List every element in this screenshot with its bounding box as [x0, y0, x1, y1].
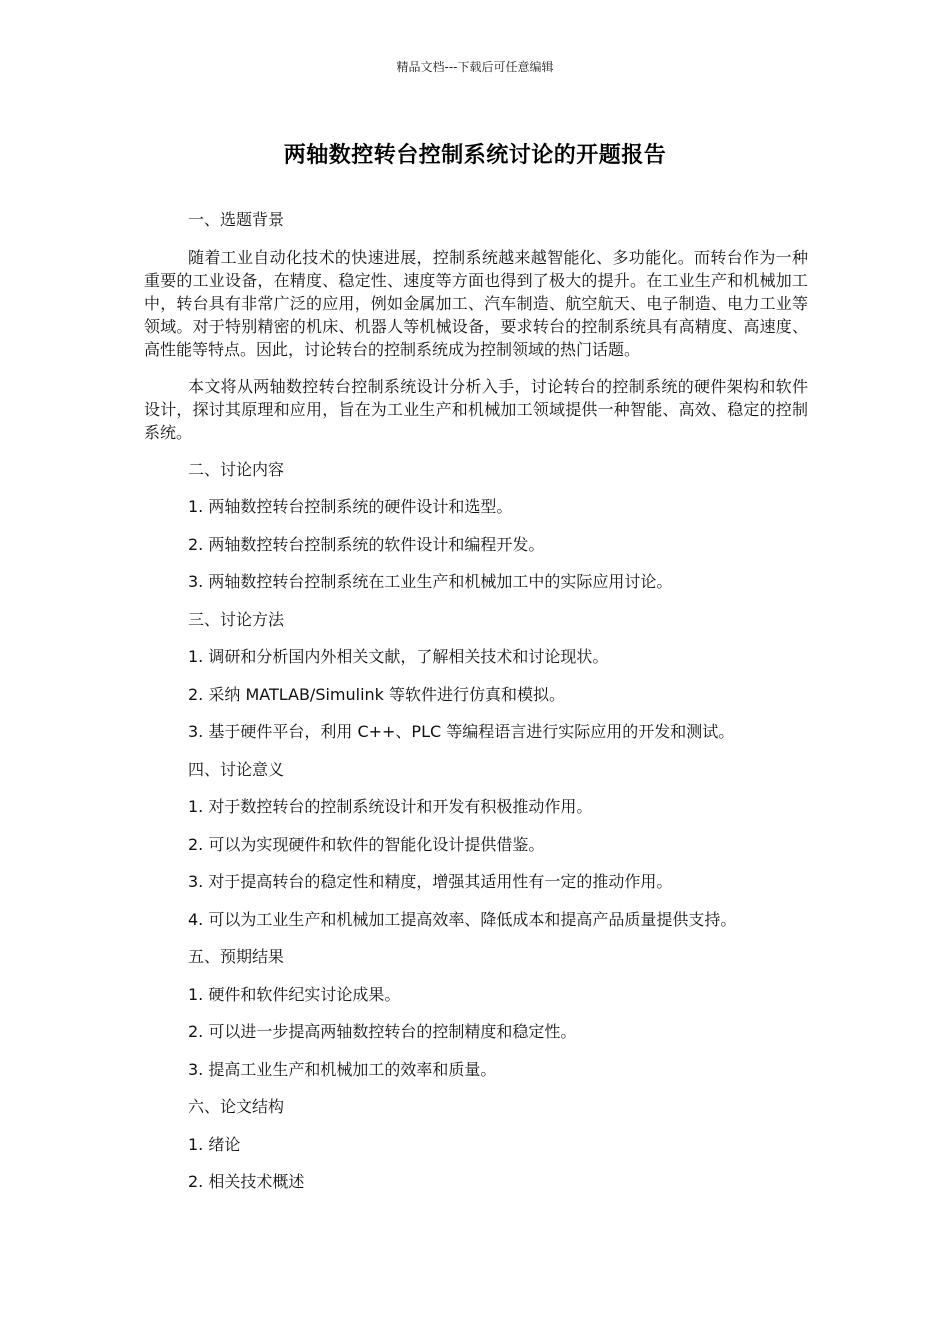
- list-item: 2. 采纳 MATLAB/Simulink 等软件进行仿真和模拟。: [188, 684, 566, 704]
- body-paragraph: 本文将从两轴数控转台控制系统设计分析入手，讨论转台的控制系统的硬件架构和软件设计，探讨其原理和应用，旨在为工业生产和机械加工领域提供一种智能、高效、稳定的控制系统。: [144, 376, 808, 442]
- list-item: 1. 绪论: [188, 1134, 241, 1154]
- document-title: 两轴数控转台控制系统讨论的开题报告: [283, 143, 667, 168]
- body-paragraph: 随着工业自动化技术的快速进展，控制系统越来越智能化、多功能化。而转台作为一种重要的工业设备，在精度、稳定性、速度等方面也得到了极大的提升。在工业生产和机械加工中，转台具有非常广泛的应用，例如金属加工、汽车制造、航空航天、电子制造、电力工业等领域。对于特别精密的机床、机器人等机械设备，要求转台的控制系统具有高精度、高速度、高性能等特点。因此，讨论转台的控制系统成为控制领域的热门话题。: [144, 247, 808, 359]
- list-item: 3. 两轴数控转台控制系统在工业生产和机械加工中的实际应用讨论。: [188, 572, 673, 591]
- list-item: 3. 基于硬件平台，利用 C++、PLC 等编程语言进行实际应用的开发和测试。: [188, 722, 735, 741]
- list-item: 1. 两轴数控转台控制系统的硬件设计和选型。: [188, 497, 513, 516]
- list-item: 2. 两轴数控转台控制系统的软件设计和编程开发。: [188, 534, 545, 554]
- list-item: 3. 提高工业生产和机械加工的效率和质量。: [188, 1059, 497, 1079]
- list-item: 3. 对于提高转台的稳定性和精度，增强其适用性有一定的推动作用。: [188, 872, 673, 891]
- list-item: 1. 对于数控转台的控制系统设计和开发有积极推动作用。: [188, 797, 593, 816]
- section-heading: 四、讨论意义: [188, 759, 285, 779]
- section-heading: 五、预期结果: [188, 947, 285, 966]
- list-item: 2. 可以进一步提高两轴数控转台的控制精度和稳定性。: [188, 1022, 577, 1041]
- list-item: 2. 可以为实现硬件和软件的智能化设计提供借鉴。: [188, 834, 545, 854]
- page-header-note: 精品文档---下载后可任意编辑: [396, 60, 554, 74]
- list-item: 4. 可以为工业生产和机械加工提高效率、降低成本和提高产品质量提供支持。: [188, 909, 737, 929]
- list-item: 2. 相关技术概述: [188, 1172, 305, 1191]
- section-heading: 六、论文结构: [188, 1097, 285, 1116]
- list-item: 1. 调研和分析国内外相关文献，了解相关技术和讨论现状。: [188, 647, 609, 666]
- document-body: [144, 208, 808, 1208]
- list-item: 1. 硬件和软件纪实讨论成果。: [188, 984, 401, 1004]
- section-heading: 二、讨论内容: [188, 459, 285, 479]
- section-heading: 三、讨论方法: [188, 609, 285, 629]
- section-heading: 一、选题背景: [188, 210, 285, 229]
